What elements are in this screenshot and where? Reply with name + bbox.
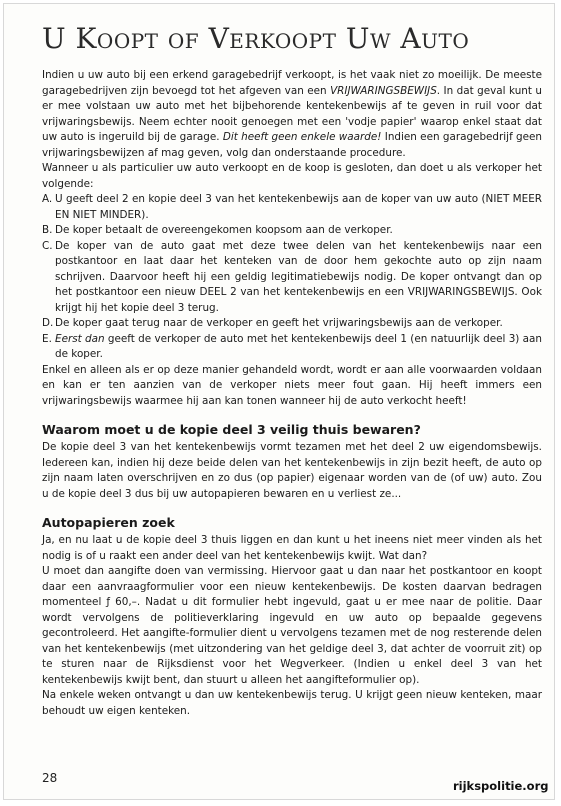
step-text: De koper van de auto gaat met deze twee delen van het kentekenbewijs naar een postkantoor en laat daar het kenteken van de door hem gekochte auto op zijn naam schrijven. Daarvoor heeft hij een geldig legitimatiebewijs nodig. De koper ontvangt dan op het postkantoor een nieuw DEEL 2 van het kentekenbewijs en een VRIJWARINGSBEWIJS. Ook krijgt hij het kopie deel 3 terug. <box>55 239 542 314</box>
step-text: De koper betaalt de overeengekomen koopsom aan de verkoper. <box>55 224 393 236</box>
section-autopapieren-p2: U moet dan aangifte doen van vermissing. Hiervoor gaat u dan naar het postkantoor en koopt daar een aanvraagformulier voor een nieuw kentekenbewijs. De kosten daarvan bedragen momenteel ƒ 60,–. Nadat u dit formulier hebt ingevuld, gaat u er mee naar de politie. Daar wordt vervolgens de politieverklaring ingevuld en uw auto op bepaalde gegevens gecontroleerd. Het aangifte-formulier dient u vervolgens tezamen met de nog resterende delen van het kentekenbewijs (met uitzondering van het geldige deel 3, dat achter de voorruit zit) op te sturen naar de Rijksdienst voor het Wegverkeer. (Indien u enkel deel 3 van het kentekenbewijs kwijt bent, dan stuurt u alleen het aangifteformulier op). <box>42 565 542 686</box>
intro-text-2: . In dat geval kunt u er mee volstaan uw auto met het bijbehorende kentekenbewijs af te geven in ruil voor dat vrijwaringsbewijs. Neem echter nooit genoegen met een 'vodje papier' waarop enkel staat dat uw auto is ingeruild bij de garage. <box>42 84 542 143</box>
section-autopapieren-p1: Ja, en nu laat u de kopie deel 3 thuis liggen en dan kunt u het ineens niet meer vinden als het nodig is of u raakt een ander deel van het kentekenbewijs kwijt. Wat dan? <box>42 534 542 562</box>
section-autopapieren-p3: Na enkele weken ontvangt u dan uw kentekenbewijs terug. U krijgt geen nieuw kenteken, maar behoudt uw eigen kenteken. <box>42 689 542 717</box>
intro-paragraph <box>42 68 542 161</box>
step-item <box>42 223 542 239</box>
section-kopie-body: De kopie deel 3 van het kentekenbewijs vormt tezamen met het deel 2 uw eigendomsbewijs. Iedereen kan, indien hij deze beide delen van het kentekenbewijs in zijn bezit heeft, de auto op zijn naam laten overschrijven en zo dus (op papier) eigenaar worden van de (of uw) auto. Zou u de kopie deel 3 dus bij uw autopapieren bewaren en u verliest ze... <box>42 441 542 500</box>
step-emphasis: Eerst dan <box>55 332 105 345</box>
step-item <box>42 316 542 332</box>
step-item <box>42 332 542 363</box>
intro-text-3: Indien een garagebedrijf geen vrijwaringsbewijzen af mag geven, volg dan onderstaande procedure. <box>42 131 543 159</box>
step-text: De koper gaat terug naar de verkoper en geeft het vrijwaringsbewijs aan de verkoper. <box>55 317 503 329</box>
step-item <box>42 192 542 223</box>
section-heading-kopie: Waarom moet u de kopie deel 3 veilig thuis bewaren? <box>42 422 421 437</box>
section-heading-autopapieren: Autopapieren zoek <box>42 515 175 530</box>
step-item <box>42 239 542 317</box>
document-page <box>3 3 555 800</box>
page-title-text: U Koopt of Verkoopt Uw Auto <box>42 22 470 55</box>
article-body <box>42 68 542 719</box>
page-title <box>42 22 542 55</box>
page-number: 28 <box>42 771 58 785</box>
procedure-steps <box>42 192 542 363</box>
intro-emphasis-1: VRIJWARINGSBEWIJS <box>330 84 437 97</box>
step-letter: D. <box>42 317 54 329</box>
site-watermark: rijkspolitie.org <box>453 779 549 793</box>
step-letter: A. <box>42 193 53 205</box>
closing-paragraph: Enkel en alleen als er op deze manier gehandeld wordt, wordt er aan alle voorwaarden voldaan en kan er ten aanzien van de verkoper niets meer fout gaan. Hij heeft immers een vrijwaringsbewijs waarmee hij aan kan tonen wanneer hij de auto verkocht heeft! <box>42 363 542 407</box>
step-text: U geeft deel 2 en kopie deel 3 van het kentekenbewijs aan de koper van uw auto (NIET MEER EN NIET MINDER). <box>55 193 542 221</box>
step-letter: B. <box>42 224 53 236</box>
step-letter: C. <box>42 239 53 252</box>
intro-paragraph-2: Wanneer u als particulier uw auto verkoopt en de koop is gesloten, dan doet u als verkoper het volgende: <box>42 162 542 190</box>
intro-emphasis-2: Dit heeft geen enkele waarde! <box>222 131 382 143</box>
step-text: geeft de verkoper de auto met het kentekenbewijs deel 1 (en natuurlijk deel 3) aan de koper. <box>55 332 542 360</box>
step-letter: E. <box>42 332 52 345</box>
intro-text-1: Indien u uw auto bij een erkend garagebedrijf verkoopt, is het vaak niet zo moeilijk. De meeste garagebedrijven zijn bevoegd tot het afgeven van een <box>42 69 542 97</box>
